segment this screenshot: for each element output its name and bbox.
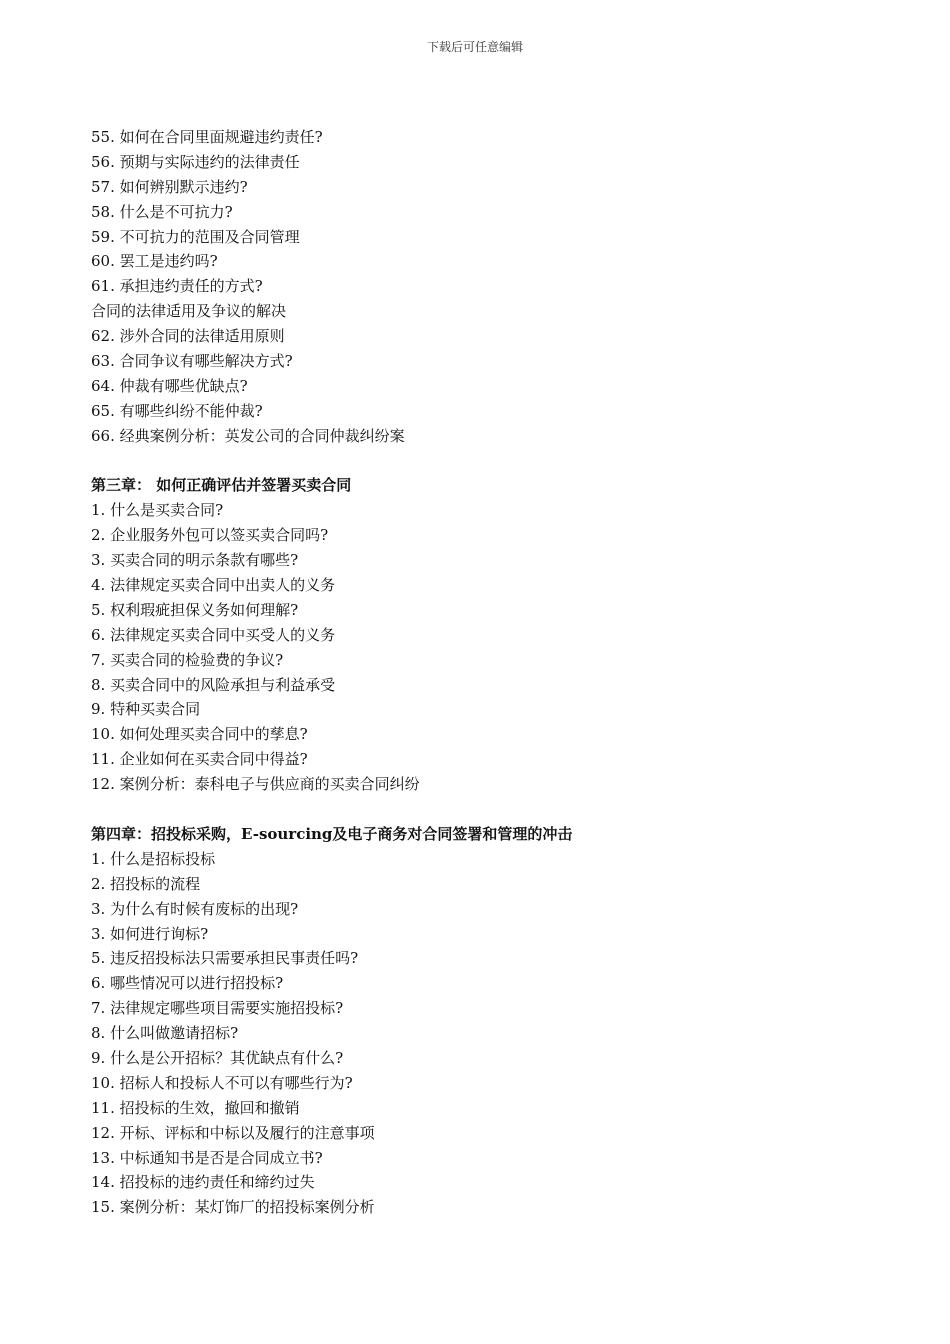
page-header: 下载后可任意编辑 [426, 40, 523, 54]
list-item: 60. 罢工是违约吗? [91, 252, 218, 271]
list-item: 12. 案例分析：泰科电子与供应商的买卖合同纠纷 [91, 775, 420, 794]
chapter-4-title: 第四章：招投标采购，E-sourcing及电子商务对合同签署和管理的冲击 [91, 824, 573, 843]
list-item: 59. 不可抗力的范围及合同管理 [91, 227, 300, 246]
section-subheading: 合同的法律适用及争议的解决 [91, 302, 287, 321]
list-item: 1. 什么是招标投标 [91, 849, 216, 868]
list-item: 64. 仲裁有哪些优缺点? [91, 376, 248, 395]
list-item: 11. 企业如何在买卖合同中得益? [91, 750, 308, 769]
chapter-4 [91, 822, 891, 1220]
list-item: 58. 什么是不可抗力? [91, 202, 233, 221]
list-item: 15. 案例分析：某灯饰厂的招投标案例分析 [91, 1198, 375, 1217]
list-item: 5. 违反招投标法只需要承担民事责任吗? [91, 949, 359, 968]
list-item: 2. 企业服务外包可以签买卖合同吗? [91, 526, 329, 545]
list-item: 62. 涉外合同的法律适用原则 [91, 327, 285, 346]
list-item: 63. 合同争议有哪些解决方式? [91, 352, 293, 371]
chapter-3-title: 第三章： 如何正确评估并签署买卖合同 [91, 476, 352, 495]
list-item: 55. 如何在合同里面规避违约责任? [91, 128, 323, 146]
list-item: 8. 买卖合同中的风险承担与利益承受 [91, 675, 336, 694]
list-item: 2. 招投标的流程 [91, 874, 201, 893]
list-item: 5. 权利瑕疵担保义务如何理解? [91, 600, 299, 619]
list-item: 66. 经典案例分析：英发公司的合同仲裁纠纷案 [91, 426, 405, 445]
list-item: 56. 预期与实际违约的法律责任 [91, 152, 300, 171]
list-item: 3. 买卖合同的明示条款有哪些? [91, 551, 299, 570]
list-item: 6. 哪些情况可以进行招投标? [91, 974, 284, 993]
list-item: 10. 如何处理买卖合同中的孳息? [91, 725, 308, 744]
document-body [91, 125, 891, 1220]
list-item: 3. 如何进行询标? [91, 924, 209, 943]
list-item: 57. 如何辨别默示违约? [91, 177, 248, 196]
chapter-3 [91, 473, 891, 797]
list-item: 11. 招投标的生效，撤回和撤销 [91, 1098, 300, 1117]
section-continued [91, 125, 891, 449]
list-item: 61. 承担违约责任的方式? [91, 277, 263, 296]
list-item: 12. 开标、评标和中标以及履行的注意事项 [91, 1123, 375, 1142]
list-item: 8. 什么叫做邀请招标? [91, 1024, 239, 1043]
list-item: 7. 买卖合同的检验费的争议? [91, 650, 284, 669]
list-item: 65. 有哪些纠纷不能仲裁? [91, 401, 263, 420]
list-item: 9. 特种买卖合同 [91, 700, 201, 719]
spacer [91, 449, 891, 474]
list-item: 4. 法律规定买卖合同中出卖人的义务 [91, 576, 336, 595]
list-item: 7. 法律规定哪些项目需要实施招投标? [91, 999, 344, 1018]
list-item: 9. 什么是公开招标？其优缺点有什么? [91, 1048, 344, 1067]
spacer [91, 797, 891, 822]
list-item: 10. 招标人和投标人不可以有哪些行为? [91, 1073, 353, 1092]
list-item: 1. 什么是买卖合同? [91, 501, 224, 520]
list-item: 13. 中标通知书是否是合同成立书? [91, 1148, 323, 1167]
list-item: 14. 招投标的违约责任和缔约过失 [91, 1173, 315, 1192]
list-item: 6. 法律规定买卖合同中买受人的义务 [91, 625, 336, 644]
list-item: 3. 为什么有时候有废标的出现? [91, 899, 299, 918]
